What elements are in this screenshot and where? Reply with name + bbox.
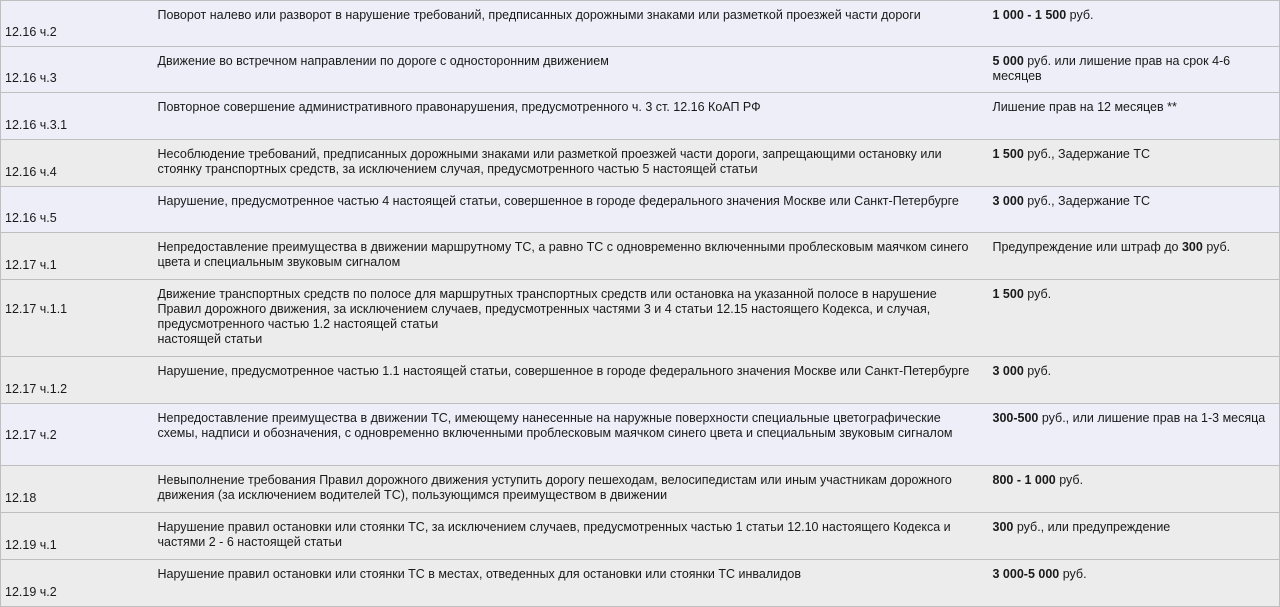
penalty-text: руб. (1059, 567, 1087, 581)
article-cell: 12.16 ч.3.1 (1, 93, 154, 140)
description-cell: Движение во встречном направлении по дороге с односторонним движением (154, 47, 993, 93)
penalty-text: руб. (1023, 364, 1052, 378)
description-cell: Нарушение правил остановки или стоянки ТС, за исключением случаев, предусмотренных частью 1 статьи 12.10 настоящего Кодекса и частями 2 - 6 настоящей статьи (154, 513, 993, 560)
penalty-cell (993, 187, 1280, 233)
penalty-cell (993, 560, 1280, 607)
table-row (1, 233, 1280, 280)
penalty-amount: 3 000-5 000 (992, 567, 1060, 581)
table-row (1, 93, 1280, 140)
penalty-text: руб. (1055, 473, 1084, 487)
penalty-amount: 300 (1181, 240, 1203, 254)
table-row (1, 560, 1280, 607)
table-row (1, 140, 1280, 187)
table-row (1, 1, 1280, 47)
penalty-text: руб., Задержание ТС (1023, 147, 1151, 161)
table-row (1, 404, 1280, 466)
article-cell: 12.16 ч.3 (1, 47, 154, 93)
description-cell (154, 280, 993, 357)
penalty-amount: 3 000 (992, 364, 1024, 378)
description-cell: Поворот налево или разворот в нарушение требований, предписанных дорожными знаками или разметкой проезжей части дороги (154, 1, 993, 47)
penalty-amount: 1 000 - 1 500 (992, 8, 1067, 22)
description-cell: Повторное совершение административного правонарушения, предусмотренного ч. 3 ст. 12.16 КоАП РФ (154, 93, 993, 140)
description-cell: Непредоставление преимущества в движении маршрутному ТС, а равно ТС с одновременно включенными проблесковым маячком синего цвета и специальным звуковым сигналом (154, 233, 993, 280)
penalty-text: руб. (1202, 240, 1231, 254)
article-cell: 12.16 ч.5 (1, 187, 154, 233)
penalty-amount: 300-500 (992, 411, 1039, 425)
description-extra: настоящей статьи (157, 332, 263, 346)
penalty-amount: 1 500 (992, 147, 1024, 161)
penalty-text: руб., или предупреждение (1013, 520, 1171, 534)
penalty-cell (993, 1, 1280, 47)
table-row (1, 513, 1280, 560)
article-cell: 12.17 ч.1.2 (1, 357, 154, 404)
penalty-cell (993, 93, 1280, 140)
penalty-text: Лишение прав на 12 месяцев ** (992, 100, 1177, 114)
penalty-text: руб. (1066, 8, 1094, 22)
article-cell: 12.19 ч.2 (1, 560, 154, 607)
article-cell: 12.17 ч.2 (1, 404, 154, 466)
penalty-cell (993, 233, 1280, 280)
table-row (1, 187, 1280, 233)
penalty-amount: 800 - 1 000 (992, 473, 1056, 487)
description-cell: Невыполнение требования Правил дорожного движения уступить дорогу пешеходам, велосипедистам или иным участникам дорожного движения (за исключением водителей ТС), пользующимся преимуществом в движении (154, 466, 993, 513)
penalty-text: руб. или лишение прав на срок 4-6 месяцев (992, 54, 1231, 83)
table-row (1, 466, 1280, 513)
penalty-amount: 300 (992, 520, 1014, 534)
article-cell: 12.16 ч.4 (1, 140, 154, 187)
table-row (1, 280, 1280, 357)
penalty-cell (993, 404, 1280, 466)
penalty-text: руб., Задержание ТС (1023, 194, 1151, 208)
penalty-amount: 3 000 (992, 194, 1024, 208)
article-cell: 12.19 ч.1 (1, 513, 154, 560)
penalty-cell (993, 513, 1280, 560)
penalty-text: руб. (1023, 287, 1052, 301)
article-cell: 12.18 (1, 466, 154, 513)
penalty-cell (993, 466, 1280, 513)
article-cell: 12.17 ч.1.1 (1, 280, 154, 357)
table-row (1, 47, 1280, 93)
penalty-text: Предупреждение или штраф до (992, 240, 1182, 254)
penalty-cell (993, 140, 1280, 187)
description-cell: Несоблюдение требований, предписанных дорожными знаками или разметкой проезжей части дороги, запрещающими остановку или стоянку транспортных средств, за исключением случая, предусмотренного частью 5 настоящей статьи (154, 140, 993, 187)
table-row (1, 357, 1280, 404)
description-cell: Нарушение, предусмотренное частью 1.1 настоящей статьи, совершенное в городе федерального значения Москве или Санкт-Петербурге (154, 357, 993, 404)
description-text: Движение транспортных средств по полосе для маршрутных транспортных средств или остановка на указанной полосе в нарушение Правил дорожного движения, за исключением случаев, предусмотренных частями 3 и 4 статьи 12.15 настоящего Кодекса, и случая, предусмотренного частью 1.2 настоящей статьи (157, 287, 937, 331)
penalty-cell (993, 280, 1280, 357)
description-cell: Непредоставление преимущества в движении ТС, имеющему нанесенные на наружные поверхности специальные цветографические схемы, надписи и обозначения, с одновременно включенными проблесковым маячком синего цвета и специальным звуковым сигналом (154, 404, 993, 466)
penalty-cell (993, 357, 1280, 404)
penalty-amount: 5 000 (992, 54, 1024, 68)
article-cell: 12.17 ч.1 (1, 233, 154, 280)
description-cell: Нарушение, предусмотренное частью 4 настоящей статьи, совершенное в городе федерального значения Москве или Санкт-Петербурге (154, 187, 993, 233)
description-cell: Нарушение правил остановки или стоянки ТС в местах, отведенных для остановки или стоянки ТС инвалидов (154, 560, 993, 607)
penalty-cell (993, 47, 1280, 93)
penalty-amount: 1 500 (992, 287, 1024, 301)
penalty-text: руб., или лишение прав на 1-3 месяца (1038, 411, 1266, 425)
article-cell: 12.16 ч.2 (1, 1, 154, 47)
